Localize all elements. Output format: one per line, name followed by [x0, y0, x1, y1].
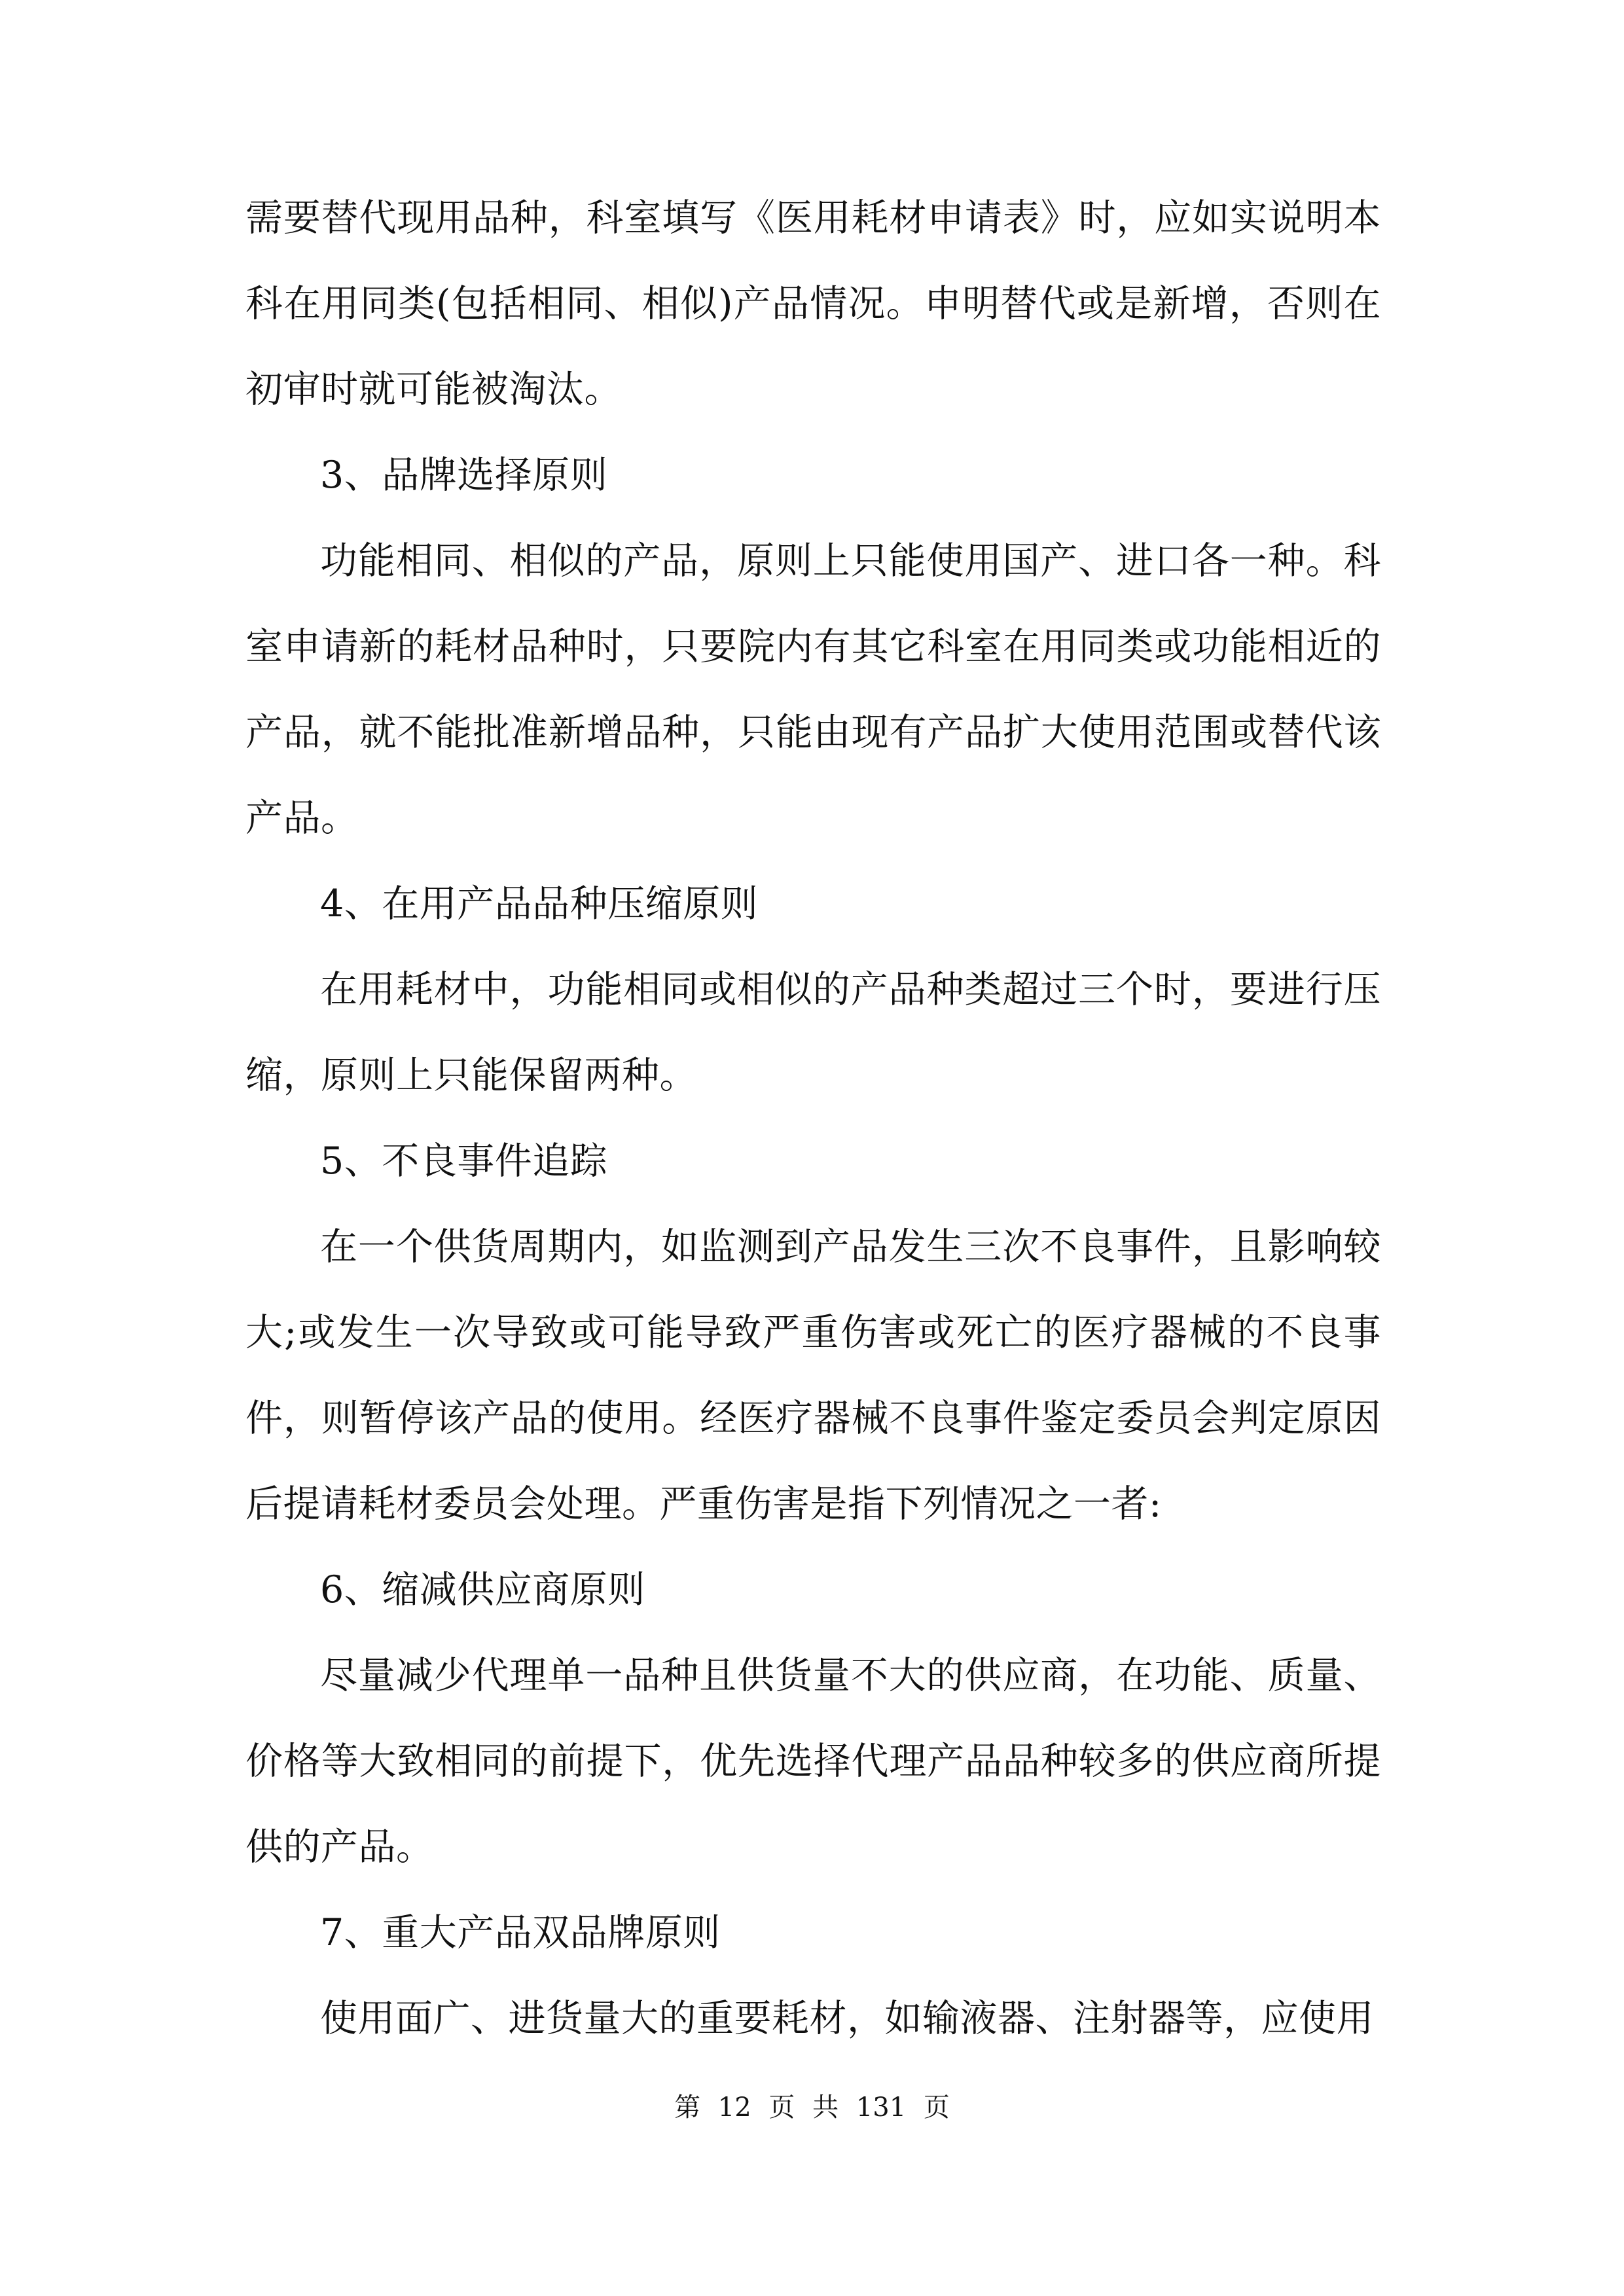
section-heading-adverse-events: 5、不良事件追踪 [320, 1139, 608, 1183]
paragraph-adverse-events: 在一个供货周期内，如监测到产品发生三次不良事件，且影响较大;或发生一次导致或可能导致严重伤害或死亡的医疗器械的不良事件，则暂停该产品的使用。经医疗器械不良事件鉴定委员会判定原因后提请耗材委员会处理。严重伤害是指下列情况之一者: [245, 1225, 1381, 1526]
section-heading-dual-brand: 7、重大产品双品牌原则 [320, 1911, 721, 1954]
section-heading-supplier-reduction: 6、缩减供应商原则 [320, 1568, 645, 1611]
document-body [245, 175, 1381, 2062]
paragraph-supplier-reduction: 尽量减少代理单一品种且供货量不大的供应商，在功能、质量、价格等大致相同的前提下，优先选择代理产品品种较多的供应商所提供的产品。 [245, 1654, 1381, 1869]
paragraph-dual-brand: 使用面广、进货量大的重要耗材，如输液器、注射器等，应使用 [320, 1997, 1374, 2040]
section-heading-variety-compression: 4、在用产品品种压缩原则 [320, 882, 759, 925]
page-number-footer: 第 12 页 共 131 页 [674, 2092, 950, 2123]
paragraph-brand-selection: 功能相同、相似的产品，原则上只能使用国产、进口各一种。科室申请新的耗材品种时，只要院内有其它科室在用同类或功能相近的产品，就不能批准新增品种，只能由现有产品扩大使用范围或替代该产品。 [245, 539, 1381, 840]
section-heading-brand-selection: 3、品牌选择原则 [320, 454, 608, 497]
paragraph-variety-compression: 在用耗材中，功能相同或相似的产品种类超过三个时，要进行压缩，原则上只能保留两种。 [245, 968, 1381, 1097]
paragraph-continuation: 需要替代现用品种，科室填写《医用耗材申请表》时，应如实说明本科在用同类(包括相同、相似)产品情况。申明替代或是新增，否则在初审时就可能被淘汰。 [245, 196, 1381, 411]
